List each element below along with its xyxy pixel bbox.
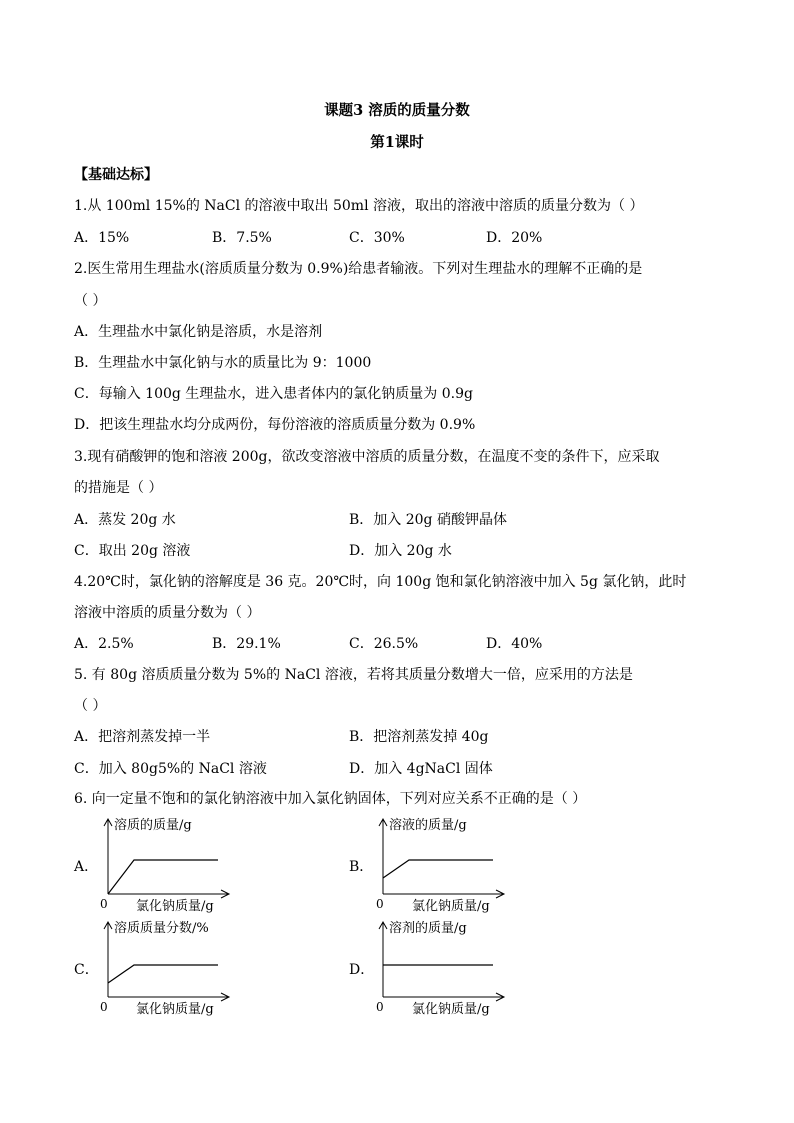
q4-stem-line2: 溶液中溶质的质量分数为（ ）	[74, 605, 261, 621]
graph-d-origin: 0	[376, 1000, 384, 1014]
graph-a-origin: 0	[100, 897, 108, 911]
graph-a-plot	[102, 818, 232, 898]
q2-option-c: C．每输入 100g 生理盐水，进入患者体内的氯化钠质量为 0.9g	[74, 386, 473, 402]
q5-option-b: B．把溶剂蒸发掉 40g	[349, 729, 489, 745]
q2-option-b: B．生理盐水中氯化钠与水的质量比为 9：1000	[74, 355, 372, 371]
q1-option-a: A．15%	[74, 230, 130, 246]
section-heading: 【基础达标】	[74, 167, 158, 183]
graph-a-curve	[108, 860, 218, 894]
graph-c-xlabel: 氯化钠质量/g	[136, 1002, 214, 1017]
q4-option-b: B．29.1%	[212, 636, 281, 652]
graph-a-ylabel: 溶质的质量/g	[114, 818, 192, 833]
graph-a-label: A．	[74, 859, 99, 875]
graph-b-ylabel: 溶液的质量/g	[389, 818, 467, 833]
graph-c-curve	[108, 965, 218, 983]
q1-option-b: B．7.5%	[212, 230, 272, 246]
q5-option-a: A．把溶剂蒸发掉一半	[74, 729, 211, 745]
q3-option-d: D．加入 20g 水	[349, 543, 452, 559]
graph-c-origin: 0	[100, 1000, 108, 1014]
q4-option-c: C．26.5%	[349, 636, 419, 652]
q3-option-a: A．蒸发 20g 水	[74, 512, 176, 528]
q2-stem-line1: 2.医生常用生理盐水(溶质质量分数为 0.9%)给患者输液。下列对生理盐水的理解不正确的是	[74, 261, 643, 277]
graph-d-plot	[377, 921, 507, 1001]
page-title: 课题3 溶质的质量分数	[324, 102, 470, 119]
q3-option-b: B．加入 20g 硝酸钾晶体	[349, 512, 507, 528]
q4-stem-line1: 4.20℃时，氯化钠的溶解度是 36 克。20℃时，向 100g 饱和氯化钠溶液中加入 5g 氯化钠，此时	[74, 574, 687, 590]
q5-option-d: D．加入 4gNaCl 固体	[349, 761, 493, 777]
q2-option-d: D．把该生理盐水均分成两份，每份溶液的溶质质量分数为 0.9%	[74, 417, 476, 433]
graph-c-plot	[102, 921, 232, 1001]
graph-b-plot	[377, 818, 507, 898]
graph-d-xlabel: 氯化钠质量/g	[412, 1002, 490, 1017]
q4-option-d: D．40%	[486, 636, 543, 652]
q3-stem-line2: 的措施是（ ）	[74, 480, 163, 496]
graph-b-xlabel: 氯化钠质量/g	[412, 899, 490, 914]
q6-stem: 6. 向一定量不饱和的氯化钠溶液中加入氯化钠固体，下列对应关系不正确的是（ ）	[74, 791, 587, 807]
q4-option-a: A．2.5%	[74, 636, 134, 652]
lesson-subtitle: 第1课时	[370, 134, 424, 151]
graph-b-label: B．	[349, 859, 374, 875]
q3-option-c: C．取出 20g 溶液	[74, 543, 191, 559]
q5-stem-line2: （ ）	[74, 698, 107, 714]
q2-option-a: A．生理盐水中氯化钠是溶质，水是溶剂	[74, 324, 323, 340]
graph-d-label: D．	[349, 962, 375, 978]
q3-stem-line1: 3.现有硝酸钾的饱和溶液 200g，欲改变溶液中溶质的质量分数，在温度不变的条件下，应采取	[74, 449, 660, 465]
graph-c-ylabel: 溶质质量分数/%	[114, 921, 209, 936]
q2-stem-line2: （ ）	[74, 293, 107, 309]
graph-b-curve	[383, 860, 493, 878]
graph-d-ylabel: 溶剂的质量/g	[389, 921, 467, 936]
graph-c-label: C．	[74, 962, 99, 978]
q1-option-d: D．20%	[486, 230, 543, 246]
q1-option-c: C．30%	[349, 230, 405, 246]
q5-option-c: C．加入 80g5%的 NaCl 溶液	[74, 761, 267, 777]
graph-b-origin: 0	[376, 897, 384, 911]
q5-stem-line1: 5. 有 80g 溶质质量分数为 5%的 NaCl 溶液，若将其质量分数增大一倍，应采用的方法是	[74, 667, 633, 683]
graph-a-xlabel: 氯化钠质量/g	[136, 899, 214, 914]
q1-stem: 1.从 100ml 15%的 NaCl 的溶液中取出 50ml 溶液，取出的溶液中溶质的质量分数为（ ）	[74, 198, 644, 214]
